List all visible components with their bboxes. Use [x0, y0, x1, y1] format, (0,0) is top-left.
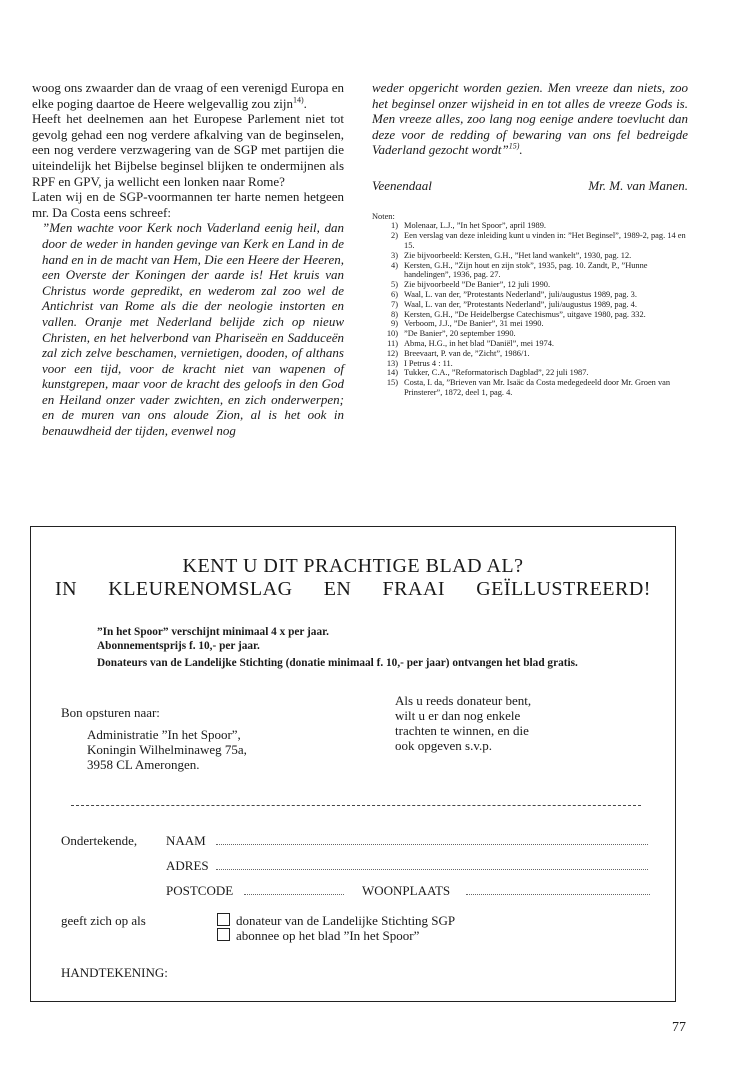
headline-word: FRAAI — [382, 578, 446, 600]
recruit-line: trachten te winnen, en die — [395, 723, 529, 738]
footnote-number: 3) — [391, 250, 398, 260]
paragraph-3: Laten wij en de SGP-voormannen ter harte nemen hetgeen mr. Da Costa eens schreef: — [32, 189, 344, 220]
quote-continuation: weder opgericht worden gezien. Men vreeze dan niets, zoo het beginsel onzer wijsheid in en tot alles de vreeze Gods is. Men vreeze alles, zoo lang nog eenige andere toevlucht dan deze voor de redding of bewaring van ons fel bedreigde Vaderland gezocht wordt”$^{15)}$. — [372, 80, 688, 158]
footnote-number: 13) — [386, 358, 398, 368]
footnote-text: Abma, H.G., in het blad ”Daniël”, mei 1974. — [404, 338, 555, 348]
woonplaats-field[interactable] — [466, 884, 650, 895]
recruit-line: ook opgeven s.v.p. — [395, 738, 493, 753]
footnote-text: Molenaar, L.J., ”In het Spoor”, april 1989. — [404, 221, 547, 231]
advert-box — [30, 526, 676, 1002]
bon-label: Bon opsturen naar: — [61, 705, 160, 720]
headline-word: KLEURENOMSLAG — [108, 578, 293, 600]
paragraph-1: woog ons zwaarder dan de vraag of een verenigd Europa en elke poging daartoe de Heere welgevallig zou zijn$^{14)}$. — [32, 80, 344, 111]
footnote-number: 14) — [386, 368, 398, 378]
handtekening-label: HANDTEKENING: — [61, 965, 168, 980]
option-abonnee-label: abonnee op het blad ”In het Spoor” — [236, 928, 420, 943]
footnote-item — [372, 300, 688, 310]
naam-field[interactable] — [216, 834, 648, 845]
footnote-number: 1) — [391, 221, 398, 231]
info-price: Abonnementsprijs f. 10,- per jaar. — [97, 640, 260, 652]
address-row — [166, 858, 648, 874]
footnote-item — [372, 359, 688, 369]
footnote-text: Kersten, G.H., ”De Heidelbergse Catechismus”, uitgave 1980, pag. 332. — [404, 309, 646, 319]
footnote-item — [372, 378, 688, 398]
footnote-text: Kersten, G.H., ”Zijn hout en zijn stok”, 1935, pag. 10. Zandt, P., ”Hunne handelingen”, 1936, pag. 27. — [404, 260, 648, 280]
headline-line-2 — [31, 578, 675, 601]
name-row — [61, 833, 648, 849]
footnote-number: 7) — [391, 299, 398, 309]
naam-label: NAAM — [166, 833, 206, 848]
footnote-text: Een verslag van deze inleiding kunt u vinden in: ”Het Beginsel”, 1989-2, pag. 14 en 15. — [404, 231, 686, 250]
footnote-text: Zie bijvoorbeeld ”De Banier”, 12 juli 1990. — [404, 280, 551, 290]
signup-label-row — [61, 913, 146, 929]
footnote-item — [372, 251, 688, 261]
footnote-number: 9) — [391, 319, 398, 329]
info-frequency: ”In het Spoor” verschijnt minimaal 4 x per jaar. — [97, 626, 329, 638]
footnote-number: 5) — [391, 280, 398, 290]
subscription-info — [97, 625, 329, 653]
footnote-number: 2) — [391, 231, 398, 241]
footnote-ref-14: 14) — [292, 95, 304, 105]
address-line: Koningin Wilhelminaweg 75a, — [87, 742, 247, 757]
headline-word: IN — [55, 578, 78, 600]
right-column — [372, 80, 688, 398]
footnote-text: Zie bijvoorbeeld: Kersten, G.H., ”Het land wankelt”, 1930, pag. 12. — [404, 250, 632, 260]
footnote-number: 15) — [386, 378, 398, 388]
page-number: 77 — [672, 1020, 686, 1035]
footnote-text: Tukker, C.A., ”Reformatorisch Dagblad”, 22 juli 1987. — [404, 368, 589, 378]
footnote-item — [372, 339, 688, 349]
signature-line — [372, 178, 688, 194]
footnote-item — [372, 231, 688, 251]
headline-word: EN — [323, 578, 352, 600]
ondertekende-label: Ondertekende, — [61, 833, 138, 848]
address-line: Administratie ”In het Spoor”, — [87, 727, 241, 742]
footnote-text: ”De Banier”, 20 september 1990. — [404, 329, 516, 339]
footnote-text: Costa, I. da, ”Brieven van Mr. Isaäc da Costa medegedeeld door Mr. Groen van Prinsterer”, 1872, deel 1, pag. 4. — [404, 378, 671, 397]
da-costa-quote: ”Men wachte voor Kerk noch Vaderland eenig heil, dan door de weder in handen gevinge van Kerk en Land in de hand en in de macht van Hem, Die een Heere der Heeren, een Overste der Koningen der aarde is! Het kruis van Christus worde gepredikt, en wederom zal zoo wel de Antichrist van Rome als die der neologie instorten en vallen. Oranje met Nederland belijde zich op nieuw Christen, en het helverbond van Phariseën en Sadduceën zal zich zelve beschamen, vernietigen, dooden, of althans voor een tijd, voor de kracht niet van wapenen of kunstgrepen, maar voor de kracht des geloofs in den God en Heiland onzer vader zwichten, en zich onderwerpen; en de muren van ons aloude Zion, al is het ook in benauwdheid der tijden, evenwel nog — [42, 220, 344, 439]
headline-line-1: KENT U DIT PRACHTIGE BLAD AL? — [182, 555, 524, 577]
recruit-line: Als u reeds donateur bent, — [395, 693, 532, 708]
option-abonnee — [217, 928, 455, 943]
footnote-item — [372, 329, 688, 339]
donateurs-info: Donateurs van de Landelijke Stichting (donatie minimaal f. 10,- per jaar) ontvangen het blad gratis. — [97, 657, 578, 669]
mailing-address — [87, 727, 247, 772]
footnote-text: Waal, L. van der, ”Protestants Nederland”, juli/augustus 1989, pag. 3. — [404, 289, 637, 299]
footnote-number: 12) — [386, 348, 398, 358]
notes-title: Noten: — [372, 211, 395, 221]
footnote-number: 11) — [387, 338, 398, 348]
footnote-item — [372, 310, 688, 320]
footnote-number: 6) — [391, 289, 398, 299]
donateur-checkbox[interactable] — [217, 913, 230, 926]
abonnee-checkbox[interactable] — [217, 928, 230, 941]
signature-row — [61, 965, 168, 981]
headline-word: GEÏLLUSTREERD! — [476, 578, 651, 600]
footnote-text: Breevaart, P. van de, ”Zicht”, 1986/1. — [404, 348, 530, 358]
option-donateur — [217, 913, 455, 928]
cut-line — [71, 805, 641, 806]
place: Veenendaal — [372, 177, 432, 193]
adres-label: ADRES — [166, 858, 209, 873]
woonplaats-label: WOONPLAATS — [362, 883, 451, 898]
footnote-item — [372, 290, 688, 300]
postcode-row — [166, 883, 650, 899]
footnotes — [372, 212, 688, 398]
footnote-number: 10) — [386, 329, 398, 339]
paragraph-2: Heeft het deelnemen aan het Europese Parlement niet tot gevolg gehad een nog verdere afkalving van de beginselen, een nog verdere verzwagering van de SGP met partijen die uiteindelijk het Bijbelse beginsel blijken te ondermijnen als RPF en GPV, ja wellicht een lonken naar Rome? — [32, 111, 344, 189]
footnote-item — [372, 221, 688, 231]
footnote-item — [372, 261, 688, 281]
postcode-field[interactable] — [244, 884, 344, 895]
footnote-item — [372, 349, 688, 359]
option-donateur-label: donateur van de Landelijke Stichting SGP — [236, 913, 456, 928]
postcode-label: POSTCODE — [166, 883, 234, 898]
footnote-item — [372, 368, 688, 378]
address-line: 3958 CL Amerongen. — [87, 757, 200, 772]
geeft-label: geeft zich op als — [61, 913, 146, 928]
footnote-number: 8) — [391, 309, 398, 319]
footnote-number: 4) — [391, 260, 398, 270]
advert-headline — [31, 555, 675, 601]
adres-field[interactable] — [216, 859, 648, 870]
footnote-text: Verboom, J.J., ”De Banier”, 31 mei 1990. — [404, 319, 544, 329]
footnote-ref-15: 15) — [508, 142, 520, 152]
signup-options — [217, 913, 455, 943]
footnote-item — [372, 280, 688, 290]
recruit-line: wilt u er dan nog enkele — [395, 708, 521, 723]
footnote-text: I Petrus 4 : 11. — [404, 358, 453, 368]
recruit-note — [395, 693, 531, 753]
footnote-text: Waal, L. van der, ”Protestants Nederland”, juli/augustus 1989, pag. 4. — [404, 299, 637, 309]
footnote-item — [372, 319, 688, 329]
author: Mr. M. van Manen. — [588, 177, 688, 193]
left-column — [32, 80, 344, 439]
